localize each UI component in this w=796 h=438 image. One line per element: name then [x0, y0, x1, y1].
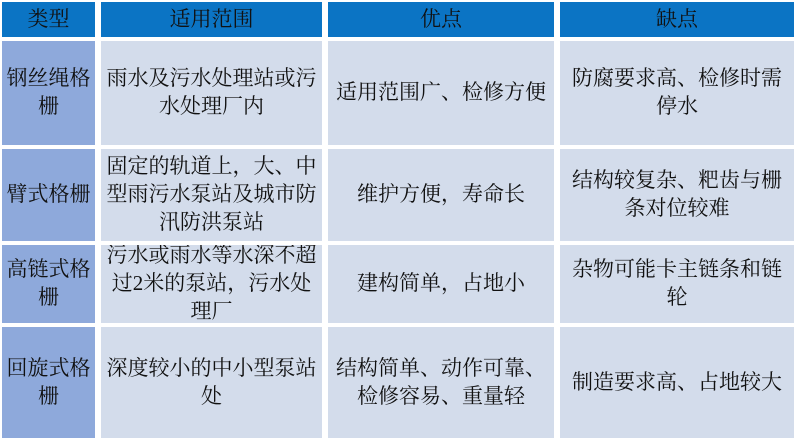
cons-cell: 制造要求高、占地较大 [560, 327, 794, 438]
header-cell-cons: 缺点 [560, 2, 794, 37]
cons-cell: 杂物可能卡主链条和链轮 [560, 245, 794, 323]
scope-cell: 深度较小的中小型泵站处 [101, 327, 322, 438]
scope-cell: 固定的轨道上，大、中型雨污水泵站及城市防汛防洪泵站 [101, 149, 322, 241]
scope-cell: 污水或雨水等水深不超过2米的泵站，污水处理厂 [101, 245, 322, 323]
type-cell: 钢丝绳格栅 [2, 41, 95, 145]
header-cell-scope: 适用范围 [101, 2, 322, 37]
type-cell: 高链式格栅 [2, 245, 95, 323]
pros-cell: 结构简单、动作可靠、检修容易、重量轻 [328, 327, 554, 438]
pros-cell: 维护方便，寿命长 [328, 149, 554, 241]
pros-cell: 建构简单，占地小 [328, 245, 554, 323]
cons-cell: 结构较复杂、粑齿与栅条对位较难 [560, 149, 794, 241]
header-cell-pros: 优点 [328, 2, 554, 37]
type-cell: 回旋式格栅 [2, 327, 95, 438]
header-cell-type: 类型 [2, 2, 95, 37]
type-cell: 臂式格栅 [2, 149, 95, 241]
cons-cell: 防腐要求高、检修时需停水 [560, 41, 794, 145]
scope-cell: 雨水及污水处理站或污水处理厂内 [101, 41, 322, 145]
table-grid [2, 2, 794, 438]
pros-cell: 适用范围广、检修方便 [328, 41, 554, 145]
